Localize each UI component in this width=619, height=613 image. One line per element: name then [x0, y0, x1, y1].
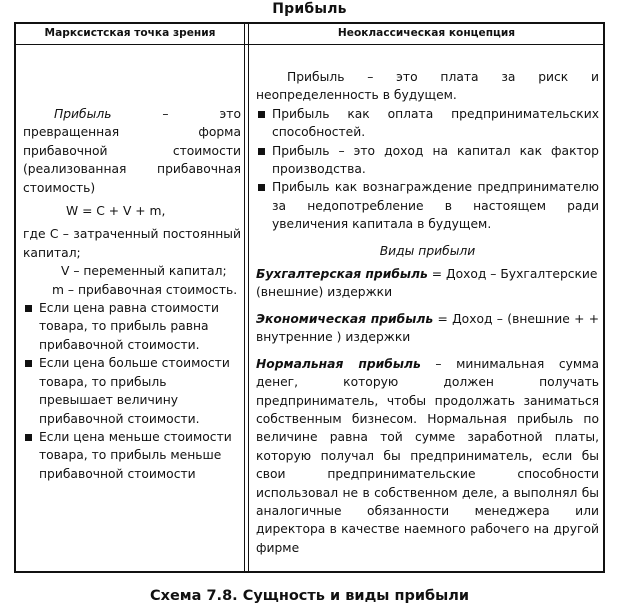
economic-profit-text: = Доход – (внешние + + внутренние ) издержки — [256, 311, 599, 345]
column-divider — [244, 24, 245, 571]
surplus-formula: W = C + V + m, — [66, 204, 166, 219]
accounting-profit-term: Бухгалтерская прибыль — [256, 267, 428, 282]
left-bullet-item: Если цена меньше стоимости товара, то прибыль меньше прибавочной стоимости — [23, 428, 241, 483]
left-column-content — [23, 105, 241, 483]
definition-m: m – прибавочная стоимость. — [52, 282, 238, 297]
right-bullet-list — [256, 105, 599, 234]
definition-v: V – переменный капитал; — [61, 264, 227, 279]
left-intro-text: – это превращенная форма прибавочной стоимости (реализованная прибавочная стоимость) — [23, 107, 241, 195]
economic-profit-term: Экономическая прибыль — [256, 311, 434, 326]
profit-types-heading: Виды прибыли — [379, 243, 476, 258]
definition-c: где С – затраченный постоянный капитал; — [23, 227, 241, 260]
left-column-header: Марксистская точка зрения — [44, 27, 216, 39]
page-title: Прибыль — [272, 1, 347, 17]
right-column-header: Неоклассическая концепция — [337, 27, 516, 39]
right-bullet-item: Прибыль как вознаграждение предпринимателю за недопотребление в настоящем ради увеличения капитала в будущем. — [256, 178, 599, 233]
normal-profit-term: Нормальная прибыль — [256, 356, 421, 371]
table-header-row — [16, 24, 603, 45]
left-bullet-item: Если цена больше стоимости товара, то прибыль превышает величину прибавочной стоимости. — [23, 354, 241, 428]
scheme-caption: Схема 7.8. Сущность и виды прибыли — [149, 588, 470, 604]
left-intro — [23, 105, 241, 197]
right-bullet-item: Прибыль – это доход на капитал как фактор производства. — [256, 142, 599, 179]
normal-profit — [256, 355, 599, 557]
right-bullet-item: Прибыль как оплата предпринимательских способностей. — [256, 105, 599, 142]
right-column-content — [256, 68, 599, 557]
scheme-table — [14, 22, 605, 573]
normal-profit-text: – минимальная сумма денег, которую должен получать предприниматель, чтобы продолжать заниматься собственным бизнесом. Нормальная прибыль по величине равна той сумме заработной платы, которую получал бы предприниматель, если бы свои предпринимательские способности использовал не в собственном деле, а выполнял бы аналогичные обязанности менеджера или директора в качестве наемного рабочего на другой фирме — [256, 356, 599, 555]
right-intro: Прибыль – это плата за риск и неопределенность в будущем. — [256, 70, 599, 103]
left-bullet-list — [23, 299, 241, 483]
column-divider-second — [248, 24, 249, 571]
accounting-profit — [256, 265, 599, 302]
left-bullet-item: Если цена равна стоимости товара, то прибыль равна прибавочной стоимости. — [23, 299, 241, 354]
left-intro-term: Прибыль — [54, 107, 112, 121]
economic-profit — [256, 310, 599, 347]
accounting-profit-text: = Доход – Бухгалтерские (внешние) издержки — [256, 267, 598, 300]
